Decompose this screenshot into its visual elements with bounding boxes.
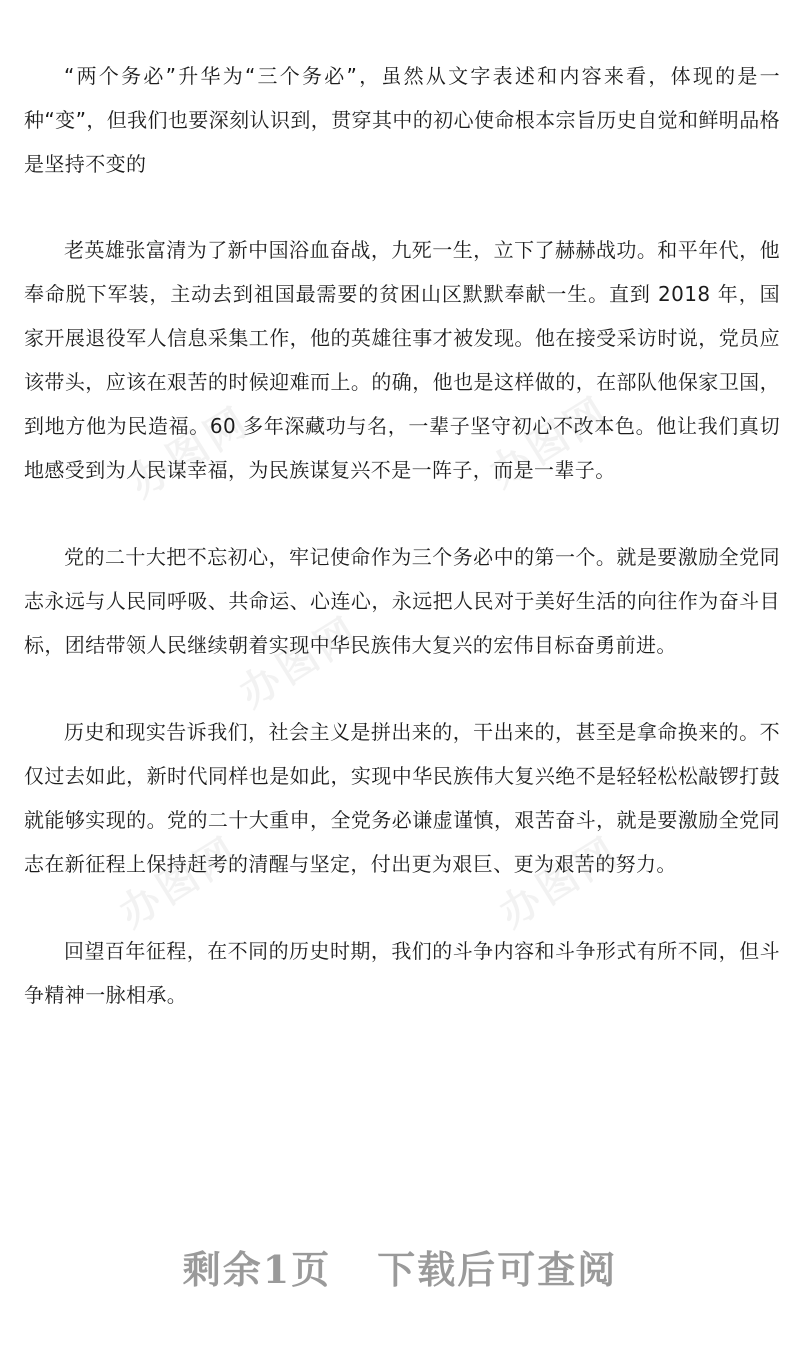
watermark-text: 办图网	[481, 388, 618, 497]
watermark-text: 办图网	[491, 828, 628, 937]
paragraph: 老英雄张富清为了新中国浴血奋战，九死一生，立下了赫赫战功。和平年代，他奉命脱下军装，主动去到祖国最需要的贫困山区默默奉献一生。直到 2018 年，国家开展退役军人信息采集工作，他的英雄往事才被发现。他在接受采访时说，党员应该带头，应该在艰苦的时候迎难而上。的确，他也是这样做的，在部队他保家卫国，到地方他为民造福。60 多年深藏功与名，一辈子坚守初心不改本色。他让我们真切地感受到为人民谋幸福，为民族谋复兴不是一阵子，而是一辈子。	[24, 238, 780, 482]
document-body	[24, 54, 780, 1017]
paragraph: 历史和现实告诉我们，社会主义是拼出来的，干出来的，甚至是拿命换来的。不仅过去如此，新时代同样也是如此，实现中华民族伟大复兴绝不是轻轻松松敲锣打鼓就能够实现的。党的二十大重申，全党务必谦虚谨慎，艰苦奋斗，就是要激励全党同志在新征程上保持赶考的清醒与坚定，付出更为艰巨、更为艰苦的努力。	[24, 720, 780, 876]
watermark-text: 办图网	[111, 828, 248, 937]
download-to-view-label: 下载后可查阅	[377, 1247, 618, 1292]
watermark-text: 办图网	[231, 608, 368, 717]
paragraph: “两个务必”升华为“三个务必”，虽然从文字表述和内容来看，体现的是一种“变”，但我们也要深刻认识到，贯穿其中的初心使命根本宗旨历史自觉和鲜明品格是坚持不变的	[24, 64, 780, 176]
paragraph: 回望百年征程，在不同的历史时期，我们的斗争内容和斗争形式有所不同，但斗争精神一脉相承。	[24, 939, 780, 1007]
paragraph: 党的二十大把不忘初心，牢记使命作为三个务必中的第一个。就是要激励全党同志永远与人民同呼吸、共命运、心连心，永远把人民对于美好生活的向往作为奋斗目标，团结带领人民继续朝着实现中华民族伟大复兴的宏伟目标奋勇前进。	[24, 545, 780, 657]
watermark-text: 办图网	[121, 398, 258, 507]
download-prompt-banner[interactable]	[0, 1240, 800, 1300]
remaining-pages-label: 剩余1页	[182, 1247, 332, 1292]
